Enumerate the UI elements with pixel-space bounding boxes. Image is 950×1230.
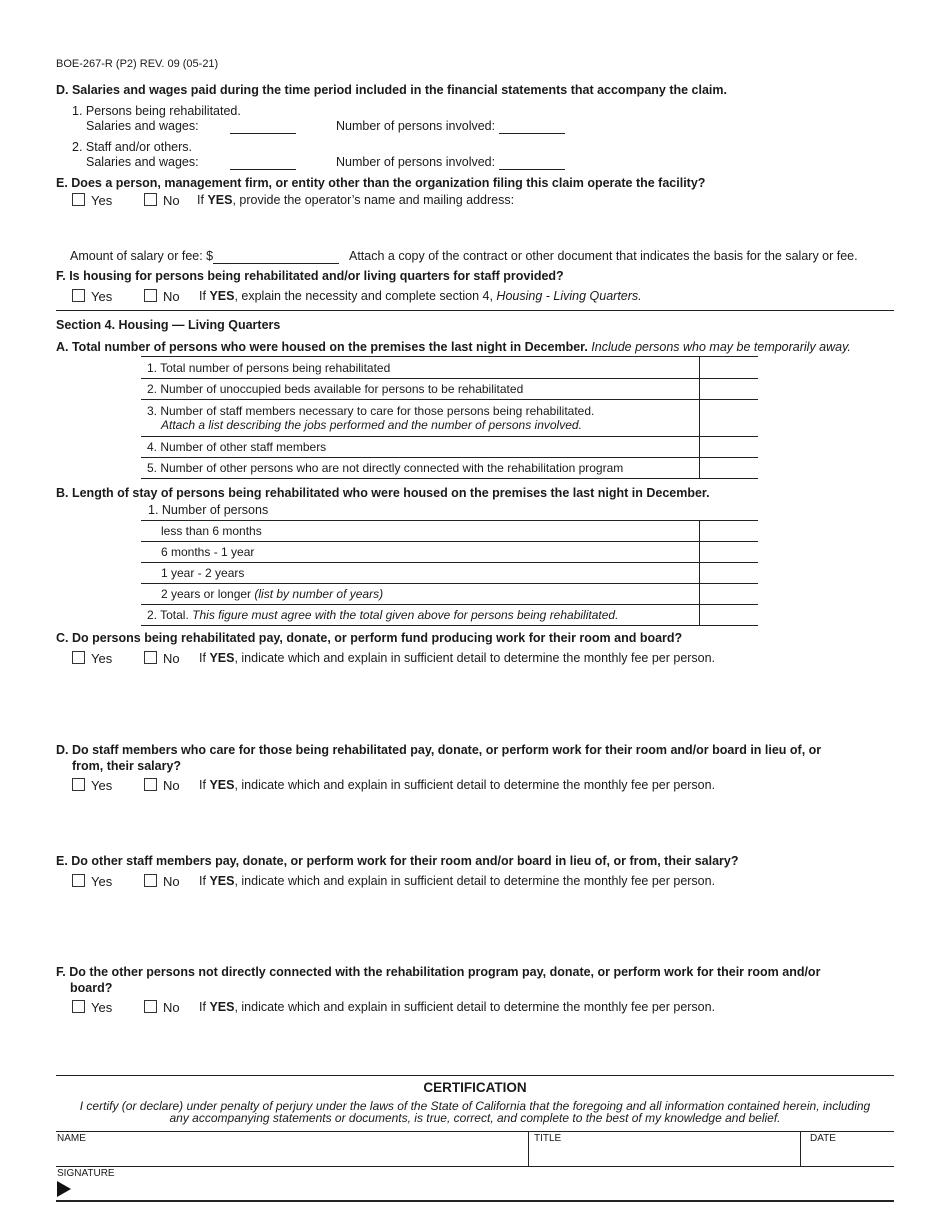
f-no-option[interactable] [144, 289, 180, 304]
signature-rule [56, 1166, 894, 1167]
section4b-title: B. Length of stay of persons being rehabilitated who were housed on the premises the last night in December. [56, 486, 710, 500]
answer-cell[interactable] [700, 379, 759, 400]
answer-cell[interactable] [700, 521, 759, 542]
section4d-title-line1: D. Do staff members who care for those being rehabilitated pay, donate, or perform work for their room and/or board in lieu of, or [56, 743, 822, 757]
answer-cell[interactable] [700, 563, 759, 584]
c-no-label: No [163, 651, 180, 666]
answer-cell[interactable] [700, 542, 759, 563]
table-row [141, 605, 758, 626]
d1-persons-field[interactable] [499, 121, 565, 134]
divider [528, 1131, 529, 1166]
e4-no-option[interactable] [144, 874, 180, 889]
e-yes-checkbox[interactable] [72, 193, 85, 206]
name-label: NAME [57, 1133, 86, 1144]
table-row [141, 357, 758, 379]
f-no-label: No [163, 289, 180, 304]
e4-no-label: No [163, 874, 180, 889]
section4a-title: A. Total number of persons who were housed on the premises the last night in December. Include persons who may be temporarily away. [56, 340, 851, 354]
c-no-checkbox[interactable] [144, 651, 157, 664]
cert-bottom-rule [56, 1200, 894, 1202]
f-no-checkbox[interactable] [144, 289, 157, 302]
table-row [141, 563, 758, 584]
answer-cell[interactable] [700, 357, 759, 379]
title-field[interactable] [534, 1146, 794, 1164]
d1-persons-label: Number of persons involved: [336, 119, 496, 133]
d2-persons-field[interactable] [499, 157, 565, 170]
c-yes-option[interactable] [72, 651, 112, 666]
f4-no-label: No [163, 1000, 180, 1015]
answer-cell[interactable] [700, 400, 759, 437]
e-instruction: If YES, provide the operator’s name and mailing address: [197, 193, 515, 207]
f-instruction: If YES, explain the necessity and complete section 4, Housing - Living Quarters. [199, 289, 642, 303]
c-yes-checkbox[interactable] [72, 651, 85, 664]
divider [56, 310, 894, 311]
e4-no-checkbox[interactable] [144, 874, 157, 887]
section4d-title-line2: from, their salary? [72, 759, 182, 773]
date-label: DATE [810, 1133, 836, 1144]
row-label: 2 years or longer (list by number of years) [141, 584, 700, 605]
section-f-title: F. Is housing for persons being rehabilitated and/or living quarters for staff provided? [56, 269, 564, 283]
f-yes-label: Yes [91, 289, 113, 304]
section4b-sub: 1. Number of persons [148, 503, 269, 517]
table-row [141, 458, 758, 479]
e-no-checkbox[interactable] [144, 193, 157, 206]
f4-yes-option[interactable] [72, 1000, 112, 1015]
table-row [141, 521, 758, 542]
section4c-title: C. Do persons being rehabilitated pay, donate, or perform fund producing work for their room and board? [56, 631, 683, 645]
e-yes-option[interactable] [72, 193, 112, 208]
f-yes-checkbox[interactable] [72, 289, 85, 302]
f4-instruction: If YES, indicate which and explain in sufficient detail to determine the monthly fee per person. [199, 1000, 716, 1014]
name-field[interactable] [57, 1146, 522, 1164]
d-yes-label: Yes [91, 778, 113, 793]
f4-yes-checkbox[interactable] [72, 1000, 85, 1013]
row-label: 1 year - 2 years [141, 563, 700, 584]
section-d-title: D. Salaries and wages paid during the time period included in the financial statements that accompany the claim. [56, 83, 727, 97]
section4f-title-line2: board? [70, 981, 113, 995]
divider [800, 1131, 801, 1166]
answer-cell[interactable] [700, 458, 759, 479]
section-d-item2: 2. Staff and/or others. [72, 140, 192, 154]
d-no-label: No [163, 778, 180, 793]
section4-title: Section 4. Housing — Living Quarters [56, 318, 281, 332]
d2-persons-label: Number of persons involved: [336, 155, 496, 169]
e4-yes-label: Yes [91, 874, 113, 889]
form-id: BOE-267-R (P2) REV. 09 (05-21) [56, 58, 219, 70]
e-yes-label: Yes [91, 193, 113, 208]
section4e-title: E. Do other staff members pay, donate, or perform work for their room and/or board in lieu of, or from, their salary? [56, 854, 739, 868]
signature-field[interactable] [80, 1180, 890, 1198]
d2-salaries-label: Salaries and wages: [86, 155, 199, 169]
row-label: 1. Total number of persons being rehabilitated [141, 357, 700, 379]
e-no-option[interactable] [144, 193, 180, 208]
date-field[interactable] [810, 1146, 890, 1164]
table-row [141, 437, 758, 458]
e-amount-field[interactable] [213, 251, 339, 264]
e-no-label: No [163, 193, 180, 208]
f4-no-option[interactable] [144, 1000, 180, 1015]
answer-cell[interactable] [700, 584, 759, 605]
d-no-checkbox[interactable] [144, 778, 157, 791]
table-row [141, 400, 758, 437]
table-row [141, 379, 758, 400]
section4f-title-line1: F. Do the other persons not directly connected with the rehabilitation program pay, donate, or perform work for their room and/or [56, 965, 821, 979]
row-label: 4. Number of other staff members [141, 437, 700, 458]
c-yes-label: Yes [91, 651, 113, 666]
section4b-table [141, 520, 758, 626]
d-instruction: If YES, indicate which and explain in sufficient detail to determine the monthly fee per person. [199, 778, 716, 792]
e4-yes-option[interactable] [72, 874, 112, 889]
table-row [141, 584, 758, 605]
c-instruction: If YES, indicate which and explain in sufficient detail to determine the monthly fee per person. [199, 651, 716, 665]
d1-salaries-field[interactable] [230, 121, 296, 134]
d1-salaries-label: Salaries and wages: [86, 119, 199, 133]
e4-instruction: If YES, indicate which and explain in sufficient detail to determine the monthly fee per person. [199, 874, 716, 888]
row-label: less than 6 months [141, 521, 700, 542]
d-yes-checkbox[interactable] [72, 778, 85, 791]
cert-text: I certify (or declare) under penalty of perjury under the laws of the State of California that the foregoing and all information contained herein, including any accompanying statements or documents, is true, correct, and complete to the best of my knowledge and belief. [79, 1099, 871, 1125]
cert-fields-rule [56, 1131, 894, 1132]
section4a-table [141, 356, 758, 479]
row-label: 2. Total. This figure must agree with the total given above for persons being rehabilitated. [141, 605, 700, 626]
signature-label: SIGNATURE [57, 1168, 115, 1179]
row-label: 6 months - 1 year [141, 542, 700, 563]
e4-yes-checkbox[interactable] [72, 874, 85, 887]
title-label: TITLE [534, 1133, 562, 1144]
section-d-item1: 1. Persons being rehabilitated. [72, 104, 241, 118]
row-label: 3. Number of staff members necessary to care for those persons being rehabilitated. Attach a list describing the jobs performed and the number of persons involved. [141, 400, 700, 437]
d-yes-option[interactable] [72, 778, 112, 793]
e-attach-text: Attach a copy of the contract or other document that indicates the basis for the salary or fee. [349, 249, 858, 263]
c-no-option[interactable] [144, 651, 180, 666]
d-no-option[interactable] [144, 778, 180, 793]
cert-title: CERTIFICATION [423, 1080, 527, 1095]
f4-no-checkbox[interactable] [144, 1000, 157, 1013]
e-amount-label: Amount of salary or fee: $ [70, 249, 214, 263]
f-yes-option[interactable] [72, 289, 112, 304]
d2-salaries-field[interactable] [230, 157, 296, 170]
cert-top-rule [56, 1075, 894, 1076]
signature-arrow-icon [57, 1181, 71, 1197]
row-label: 2. Number of unoccupied beds available for persons to be rehabilitated [141, 379, 700, 400]
answer-cell[interactable] [700, 437, 759, 458]
row-label: 5. Number of other persons who are not directly connected with the rehabilitation program [141, 458, 700, 479]
f4-yes-label: Yes [91, 1000, 113, 1015]
table-row [141, 542, 758, 563]
answer-cell[interactable] [700, 605, 759, 626]
section-e-title: E. Does a person, management firm, or entity other than the organization filing this claim operate the facility? [56, 176, 706, 190]
